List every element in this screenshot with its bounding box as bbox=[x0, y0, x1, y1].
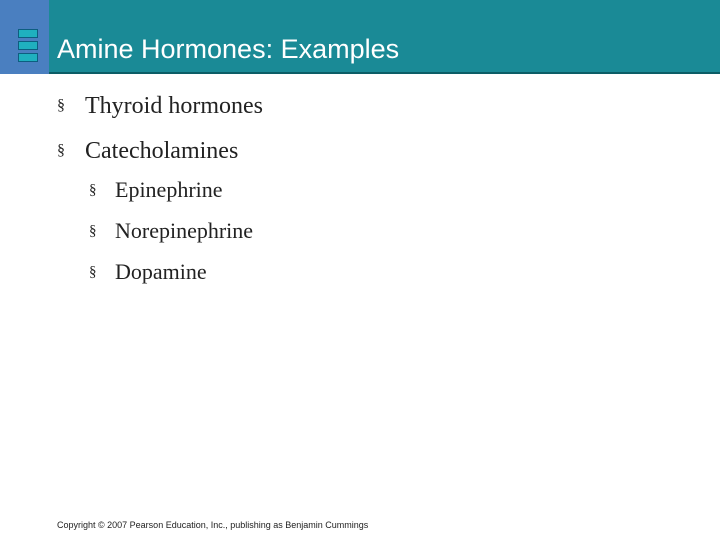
bullet-thyroid-hormones bbox=[57, 94, 263, 118]
bullet-catecholamines bbox=[57, 139, 238, 163]
title-bar bbox=[0, 0, 720, 74]
bullet-text: Dopamine bbox=[115, 259, 207, 284]
slide-title: Amine Hormones: Examples bbox=[57, 34, 400, 64]
sub-bullet-epinephrine bbox=[89, 179, 223, 201]
logo-block-icon bbox=[18, 29, 38, 38]
bullet-marker-icon: § bbox=[89, 264, 97, 280]
bullet-text: Catecholamines bbox=[85, 138, 239, 164]
bullet-marker-icon: § bbox=[89, 182, 97, 198]
copyright-footer: Copyright © 2007 Pearson Education, Inc., publishing as Benjamin Cummings bbox=[57, 520, 369, 530]
bullet-marker-icon: § bbox=[57, 142, 65, 159]
bullet-marker-icon: § bbox=[89, 223, 97, 239]
bullet-marker-icon: § bbox=[57, 97, 65, 114]
logo-block-icon bbox=[18, 41, 38, 50]
logo-strip bbox=[0, 0, 49, 74]
sub-bullet-dopamine bbox=[89, 261, 207, 283]
sub-bullet-norepinephrine bbox=[89, 220, 253, 242]
bullet-text: Norepinephrine bbox=[115, 218, 254, 243]
bullet-text: Thyroid hormones bbox=[85, 93, 263, 119]
logo-block-icon bbox=[18, 53, 38, 62]
bullet-text: Epinephrine bbox=[115, 177, 223, 202]
